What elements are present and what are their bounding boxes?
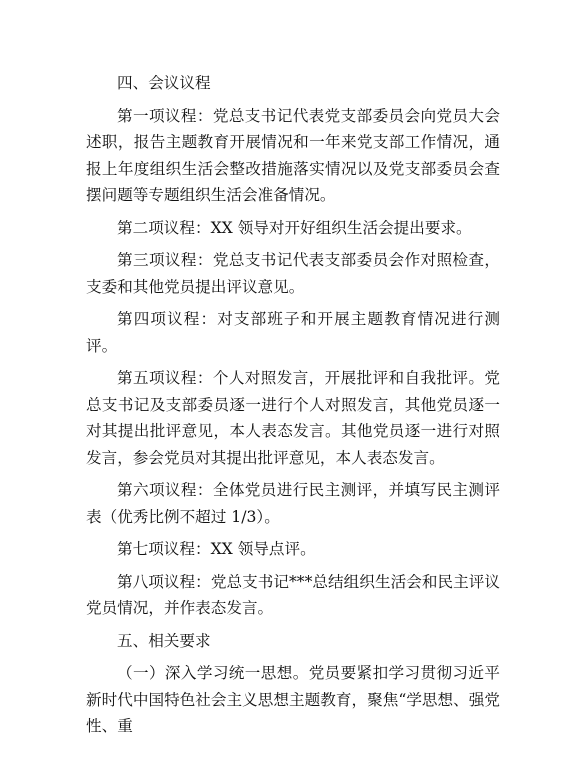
agenda-item-label: 第二项议程： bbox=[117, 218, 211, 237]
agenda-item-label: 第五项议程： bbox=[117, 369, 213, 387]
agenda-item-label: 第四项议程： bbox=[117, 310, 218, 328]
agenda-item-text: XX 领导点评。 bbox=[210, 540, 316, 558]
section-heading-requirements: 五、相关要求 bbox=[117, 631, 211, 650]
requirement-item-text: 党员要紧扣学习贯彻习近平新时代中国特色社会主义思想主题教育，聚焦“学思想、强党性、重 bbox=[86, 664, 500, 735]
agenda-item-label: 第三项议程： bbox=[117, 251, 213, 269]
agenda-item-text: XX 领导对开好组织生活会提出要求。 bbox=[210, 218, 472, 237]
agenda-item-text: 个人对照发言，开展批评和自我批评。党总支书记及支部委员逐一进行个人对照发言，其他党员逐一对其提出批评意见，本人表态发言。其他党员逐一进行对照发言，参会党员对其提出批评意见，本人表态发言。 bbox=[86, 369, 500, 467]
requirement-item-label: （一）深入学习统一思想。 bbox=[117, 664, 309, 682]
agenda-item-2 bbox=[86, 215, 500, 242]
agenda-item-text: 党总支书记***总结组织生活会和民主评议党员情况，并作表态发言。 bbox=[86, 572, 500, 617]
agenda-item-text: 全体党员进行民主测评，并填写民主测评表（优秀比例不超过 1/3）。 bbox=[86, 481, 500, 526]
agenda-item-label: 第八项议程： bbox=[117, 572, 211, 591]
agenda-item-label: 第一项议程： bbox=[117, 106, 213, 125]
requirement-item-1 bbox=[86, 660, 500, 740]
agenda-item-6 bbox=[86, 477, 500, 530]
agenda-item-label: 第六项议程： bbox=[117, 481, 213, 499]
agenda-item-8 bbox=[86, 569, 500, 622]
agenda-item-5 bbox=[86, 365, 500, 471]
section-heading-meeting-agenda: 四、会议议程 bbox=[117, 74, 211, 92]
agenda-item-label: 第七项议程： bbox=[117, 540, 211, 558]
agenda-item-text: 对支部班子和开展主题教育情况进行测评。 bbox=[86, 310, 500, 355]
agenda-item-3 bbox=[86, 247, 500, 300]
agenda-item-text: 党总支书记代表党支部委员会向党员大会述职，报告主题教育开展情况和一年来党支部工作情况，通报上年度组织生活会整改措施落实情况以及党支部委员会查摆问题等专题组织生活会准备情况。 bbox=[86, 106, 500, 204]
agenda-item-4 bbox=[86, 306, 500, 359]
agenda-item-text: 党总支书记代表支部委员会作对照检查，支委和其他党员提出评议意见。 bbox=[86, 251, 500, 296]
agenda-item-7 bbox=[86, 536, 500, 563]
agenda-item-1 bbox=[86, 103, 500, 209]
document-body bbox=[86, 70, 500, 746]
